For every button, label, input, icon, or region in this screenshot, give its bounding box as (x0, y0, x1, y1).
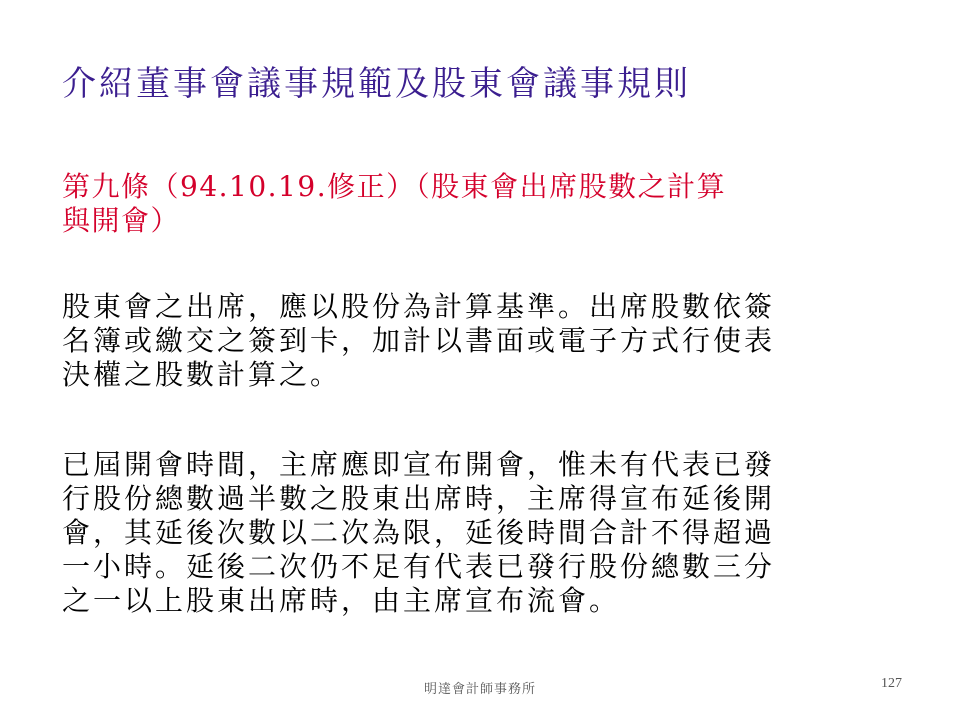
slide-title: 介紹董事會議事規範及股東會議事規則 (62, 64, 691, 104)
paragraph-line: 股東會之出席，應以股份為計算基準。出席股數依簽 (62, 290, 776, 323)
paragraph-line: 名簿或繳交之簽到卡，加計以書面或電子方式行使表 (62, 324, 776, 357)
paragraph-line: 一小時。延後二次仍不足有代表已發行股份總數三分 (62, 550, 776, 583)
paragraph-line: 之一以上股東出席時，由主席宣布流會。 (62, 584, 621, 617)
paragraph-meeting-commencement (62, 448, 902, 618)
article-heading-line: 與開會） (62, 204, 181, 237)
paragraph-line: 會，其延後次數以二次為限，延後時間合計不得超過 (62, 516, 776, 549)
page-number: 127 (881, 676, 902, 691)
article-heading-line: 第九條（94.10.19.修正）（股東會出席股數之計算 (62, 170, 727, 203)
paragraph-attendance-calculation (62, 290, 902, 392)
footer-firm-name: 明達會計師事務所 (423, 682, 536, 697)
paragraph-line: 行股份總數過半數之股東出席時，主席得宣布延後開 (62, 482, 776, 515)
paragraph-line: 決權之股數計算之。 (62, 358, 342, 391)
article-heading (62, 170, 902, 238)
paragraph-line: 已屆開會時間，主席應即宣布開會，惟未有代表已發 (62, 448, 776, 481)
